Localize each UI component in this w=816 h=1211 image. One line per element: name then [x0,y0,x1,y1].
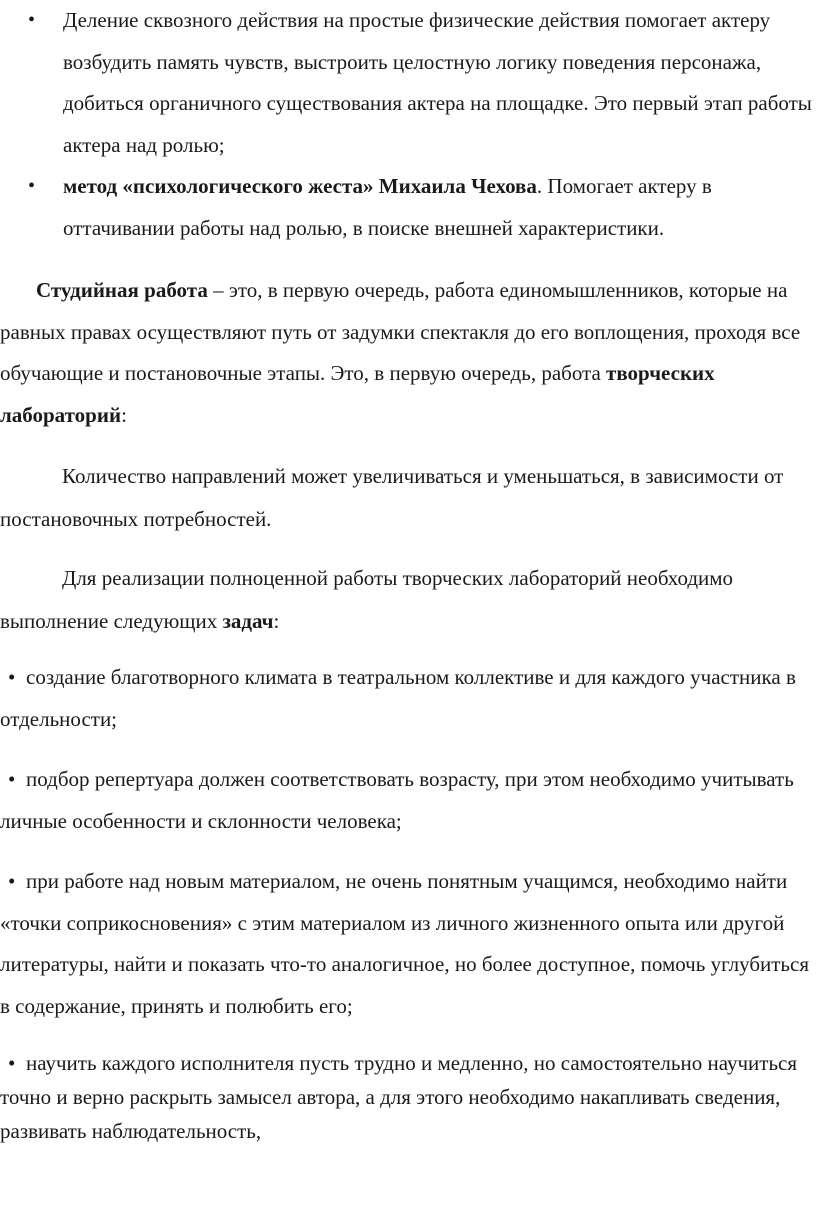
method-bullet-list [28,0,816,249]
tasks-bullet-list [0,657,816,1167]
list-item [0,861,816,1027]
bullet-icon: • [8,1051,16,1075]
list-item-text: . Помогает актеру в оттачивании работы над ролью, в поиске внешней характеристики. [63,174,712,240]
list-item [28,166,816,249]
directions-paragraph: Количество направлений может увеличиваться и уменьшаться, в зависимости от постановочных потребностей. [0,464,784,531]
list-item-text: создание благотворного климата в театральном коллективе и для каждого участника в отдельности; [0,665,796,731]
bullet-icon: • [8,869,16,893]
list-item-text: при работе над новым материалом, не очень понятным учащимся, необходимо найти «точки соприкосновения» с этим материалом из личного жизненного опыта или другой литературы, найти и показать что-то аналогичное, но более доступное, помочь углубиться в содержание, принять и полюбить его; [0,869,809,1018]
tasks-term: задач [222,609,274,633]
studio-work-paragraph: Студийная работа – это, в первую очередь, работа единомышленников, которые на равных правах осуществляют путь от задумки спектакля до его воплощения, проходя все обучающие и постановочные этапы. Это, в первую очередь, работа творческих лабораторий: [0,278,801,427]
bullet-icon: • [28,175,36,197]
creative-labs-term: творческих лабораторий [0,361,715,427]
list-item [28,0,816,166]
tasks-intro-paragraph: Для реализации полноценной работы творческих лабораторий необходимо выполнение следующих задач: [0,566,734,633]
list-item [0,657,816,740]
bullet-icon: • [28,9,36,31]
list-item-text: Деление сквозного действия на простые физические действия помогает актеру возбудить память чувств, выстроить целостную логику поведения персонажа, добиться органичного существования актера на площадке. Это первый этап работы актера над ролью; [63,8,812,157]
studio-work-term: Студийная работа [36,278,208,302]
bullet-icon: • [8,665,16,689]
bullet-icon: • [8,767,16,791]
list-item-text: научить каждого исполнителя пусть трудно и медленно, но самостоятельно научиться точно и верно раскрыть замысел автора, а для этого необходимо накапливать сведения, развивать наблюдательность, [0,1051,798,1143]
list-item [0,1046,816,1148]
list-item-text: подбор репертуара должен соответствовать возрасту, при этом необходимо учитывать личные особенности и склонности человека; [0,767,794,833]
chekhov-method-term: метод «психологического жеста» Михаила Чехова [63,174,537,198]
list-item [0,759,816,842]
